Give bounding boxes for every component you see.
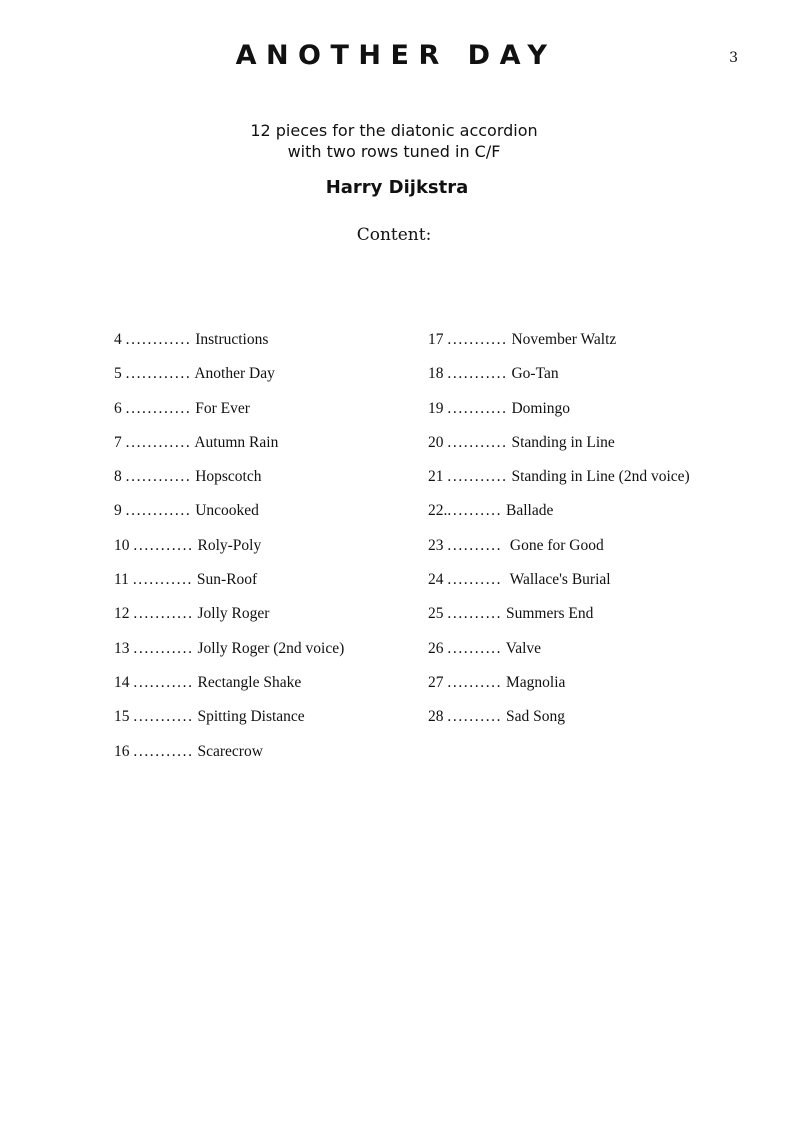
toc-entry <box>114 706 344 740</box>
toc-entry <box>428 638 690 672</box>
toc-entry <box>428 432 690 466</box>
toc-page-number: 24 <box>428 571 444 589</box>
toc-leader-dots: ............ <box>125 433 192 451</box>
toc-page-number: 13 <box>114 639 130 657</box>
toc-title: Sun-Roof <box>196 571 258 589</box>
toc-page-number: 4 <box>114 331 122 348</box>
toc-entry <box>428 329 690 363</box>
toc-page-number: 20 <box>428 433 444 451</box>
toc-entry <box>114 741 344 775</box>
toc-title: Hopscotch <box>195 468 262 486</box>
toc-title: Ballade <box>506 502 554 520</box>
toc-page-number: 27 <box>428 673 444 691</box>
toc-leader-dots: ........... <box>133 605 194 623</box>
toc-entry <box>114 398 344 432</box>
toc-leader-dots: ........... <box>133 708 194 726</box>
toc-title: Rectangle Shake <box>197 673 302 691</box>
toc-page-number: 14 <box>114 673 130 691</box>
toc-title: Instructions <box>195 331 269 348</box>
toc-title: Scarecrow <box>197 742 263 760</box>
toc-leader-dots: ............ <box>125 399 192 417</box>
toc-title: Magnolia <box>506 673 566 691</box>
toc-title: Standing in Line (2nd voice) <box>511 468 690 486</box>
toc-entry <box>114 603 344 637</box>
toc-leader-dots: ............ <box>125 331 192 348</box>
toc-page-number: 21 <box>428 468 444 486</box>
toc-entry <box>428 569 690 603</box>
toc-leader-dots: ........... <box>447 468 508 486</box>
toc-right-column <box>428 329 690 741</box>
toc-entry <box>114 638 344 672</box>
toc-title: Go-Tan <box>511 365 559 383</box>
toc-page-number: 15 <box>114 708 130 726</box>
toc-page-number: 10 <box>114 536 130 554</box>
toc-entry <box>114 466 344 500</box>
toc-title: For Ever <box>195 399 250 417</box>
toc-title: Spitting Distance <box>197 708 305 726</box>
toc-page-number: 6 <box>114 399 122 417</box>
toc-page-number: 16 <box>114 742 130 760</box>
content-heading: Content: <box>356 225 432 245</box>
toc-title: Gone for Good <box>509 536 604 554</box>
toc-entry <box>428 500 690 534</box>
toc-leader-dots: ........... <box>133 673 194 691</box>
toc-leader-dots: ........... <box>447 399 508 417</box>
toc-entry <box>114 535 344 569</box>
toc-entry <box>114 500 344 534</box>
toc-left-column <box>114 329 344 775</box>
page-number: 3 <box>729 50 738 66</box>
author-name: Harry Dijkstra <box>325 177 469 198</box>
toc-title: Summers End <box>506 605 594 623</box>
toc-page-number: 23 <box>428 536 444 554</box>
toc-leader-dots: ........... <box>133 536 194 554</box>
toc-leader-dots: ............ <box>125 502 192 520</box>
toc-leader-dots: .......... <box>447 571 503 589</box>
toc-leader-dots: ........... <box>447 331 508 348</box>
toc-entry <box>428 603 690 637</box>
toc-title: Sad Song <box>506 708 565 726</box>
toc-entry <box>114 329 344 363</box>
toc-leader-dots: ........... <box>133 639 194 657</box>
toc-title: Another Day <box>194 365 275 383</box>
toc-page-number: 12 <box>114 605 130 623</box>
toc-entry <box>114 432 344 466</box>
toc-title: Autumn Rain <box>194 433 279 451</box>
toc-title: Valve <box>505 639 542 657</box>
toc-title: Jolly Roger <box>197 605 270 623</box>
toc-leader-dots: .......... <box>447 605 503 623</box>
toc-page-number: 9 <box>114 502 122 520</box>
toc-entry <box>428 672 690 706</box>
toc-title: Domingo <box>511 399 571 417</box>
toc-page-number: 28 <box>428 708 444 726</box>
toc-entry <box>428 466 690 500</box>
toc-leader-dots: .......... <box>447 708 503 726</box>
toc-title: Roly-Poly <box>197 536 262 554</box>
toc-title: Wallace's Burial <box>509 571 611 589</box>
toc-page-number: 18 <box>428 365 444 383</box>
toc-entry <box>428 398 690 432</box>
toc-page-number: 5 <box>114 365 122 383</box>
toc-leader-dots: ........... <box>132 571 194 589</box>
toc-page-number: 22. <box>428 502 448 520</box>
toc-page-number: 8 <box>114 468 122 486</box>
toc-page-number: 11 <box>114 571 129 589</box>
toc-title: Standing in Line <box>511 433 615 451</box>
toc-entry <box>114 672 344 706</box>
toc-leader-dots: ........... <box>447 433 508 451</box>
toc-page-number: 17 <box>428 331 444 348</box>
toc-entry <box>114 363 344 397</box>
toc-leader-dots: ............ <box>125 468 192 486</box>
subtitle <box>0 120 788 162</box>
toc-leader-dots: ........... <box>133 742 194 760</box>
document-title: ANOTHER DAY <box>235 40 557 71</box>
toc-entry <box>428 706 690 740</box>
toc-title: Uncooked <box>195 502 259 520</box>
toc-leader-dots: .......... <box>447 502 503 520</box>
toc-entry <box>428 363 690 397</box>
toc-entry <box>114 569 344 603</box>
toc-title: Jolly Roger (2nd voice) <box>197 639 345 657</box>
subtitle-line-1: 12 pieces for the diatonic accordion <box>250 121 538 140</box>
toc-leader-dots: .......... <box>447 536 503 554</box>
toc-page-number: 26 <box>428 639 444 657</box>
toc-entry <box>428 535 690 569</box>
toc-page-number: 19 <box>428 399 444 417</box>
toc-title: November Waltz <box>511 331 617 348</box>
toc-page-number: 7 <box>114 433 122 451</box>
toc-leader-dots: .......... <box>447 639 503 657</box>
toc-page-number: 25 <box>428 605 444 623</box>
subtitle-line-2: with two rows tuned in C/F <box>287 142 501 161</box>
toc-leader-dots: ............ <box>125 365 192 383</box>
toc-leader-dots: .......... <box>447 673 503 691</box>
toc-leader-dots: ........... <box>447 365 508 383</box>
